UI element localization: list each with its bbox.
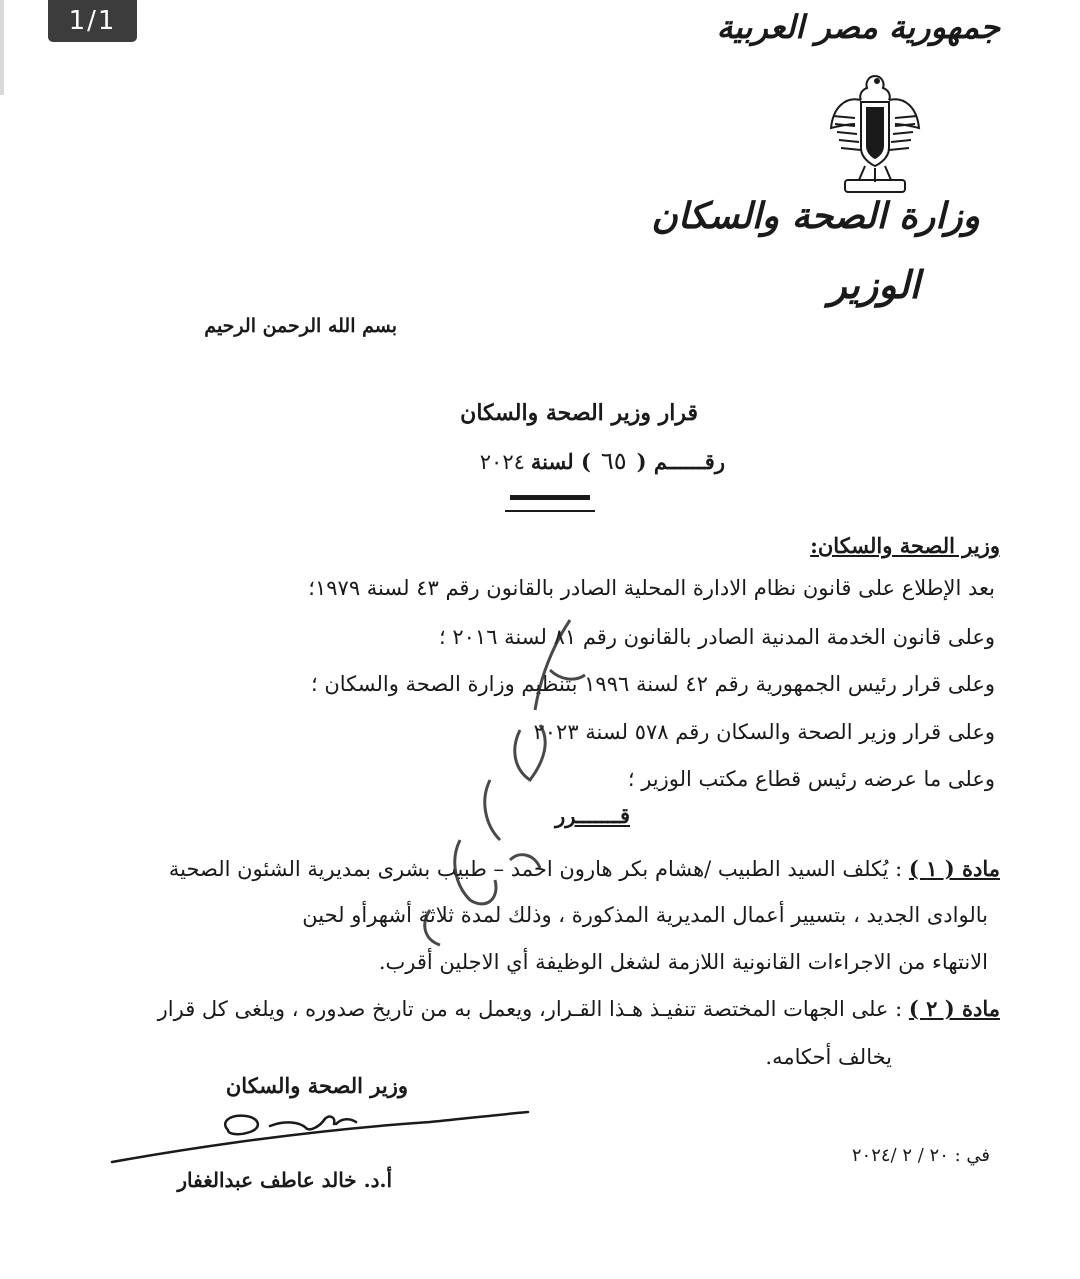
minister-heading: الوزير (828, 262, 920, 307)
recital-line: وعلى قرار وزير الصحة والسكان رقم ٥٧٨ لسنة ٢٠٢٣ (533, 720, 995, 744)
department-stamp (400, 610, 640, 950)
addressee: وزير الصحة والسكان: (810, 533, 1000, 558)
republic-name: جمهورية مصر العربية (716, 8, 1000, 46)
decree-title: قرار وزير الصحة والسكان (460, 400, 698, 426)
signatory-name: أ.د. خالد عاطف عبدالغفار (177, 1168, 392, 1192)
decree-number: ٦٥ (600, 447, 627, 475)
recital-line: وعلى ما عرضه رئيس قطاع مكتب الوزير ؛ (627, 767, 995, 791)
article-label: مادة ( ١ ) (908, 856, 1000, 881)
handwritten-signature (110, 1100, 530, 1170)
article-2 (158, 996, 1000, 1021)
decree-date: في : ٢٠ / ٢ /٢٠٢٤ (851, 1145, 990, 1166)
eagle-emblem-icon (825, 68, 925, 198)
decree-number-suffix: ) لسنة (530, 449, 591, 474)
basmala: بسم الله الرحمن الرحيم (204, 315, 397, 337)
article-text: : على الجهات المختصة تنفيـذ هـذا القـرار، ويعمل به من تاريخ صدوره ، ويلغى كل قرار (157, 997, 903, 1021)
title-divider-thin (505, 510, 595, 512)
recital-line: بعد الإطلاع على قانون نظام الادارة المحلية الصادر بالقانون رقم ٤٣ لسنة ١٩٧٩؛ (308, 576, 995, 600)
page-indicator: 1/1 (48, 0, 137, 42)
article-text: يخالف أحكامه. (765, 1045, 892, 1069)
recital-line: وعلى قانون الخدمة المدنية الصادر بالقانون رقم ٨١ لسنة ٢٠١٦ ؛ (439, 625, 995, 649)
decree-number-line (480, 447, 725, 475)
recital-line: وعلى قرار رئيس الجمهورية رقم ٤٢ لسنة ١٩٩٦ بتنظيم وزارة الصحة والسكان ؛ (311, 672, 995, 696)
article-label: مادة ( ٢ ) (908, 996, 1000, 1021)
signatory-title: وزير الصحة والسكان (225, 1073, 408, 1098)
decides-heading: قـــــــرر (555, 803, 630, 828)
article-text: الانتهاء من الاجراءات القانونية اللازمة لشغل الوظيفة أي الاجلين أقرب. (378, 950, 988, 974)
decree-year: ٢٠٢٤ (479, 450, 525, 474)
article-text: : يُكلف السيد الطبيب /هشام بكر هارون احمد – طبيب بشرى بمديرية الشئون الصحية (168, 857, 903, 881)
article-text: بالوادى الجديد ، بتسيير أعمال المديرية المذكورة ، وذلك لمدة ثلاثة أشهرأو لحين (302, 903, 988, 927)
title-divider-thick (510, 495, 590, 500)
ministry-name: وزارة الصحة والسكان (651, 195, 980, 237)
decree-number-prefix: رقــــــم ( (636, 449, 725, 474)
article-1 (169, 856, 1000, 881)
